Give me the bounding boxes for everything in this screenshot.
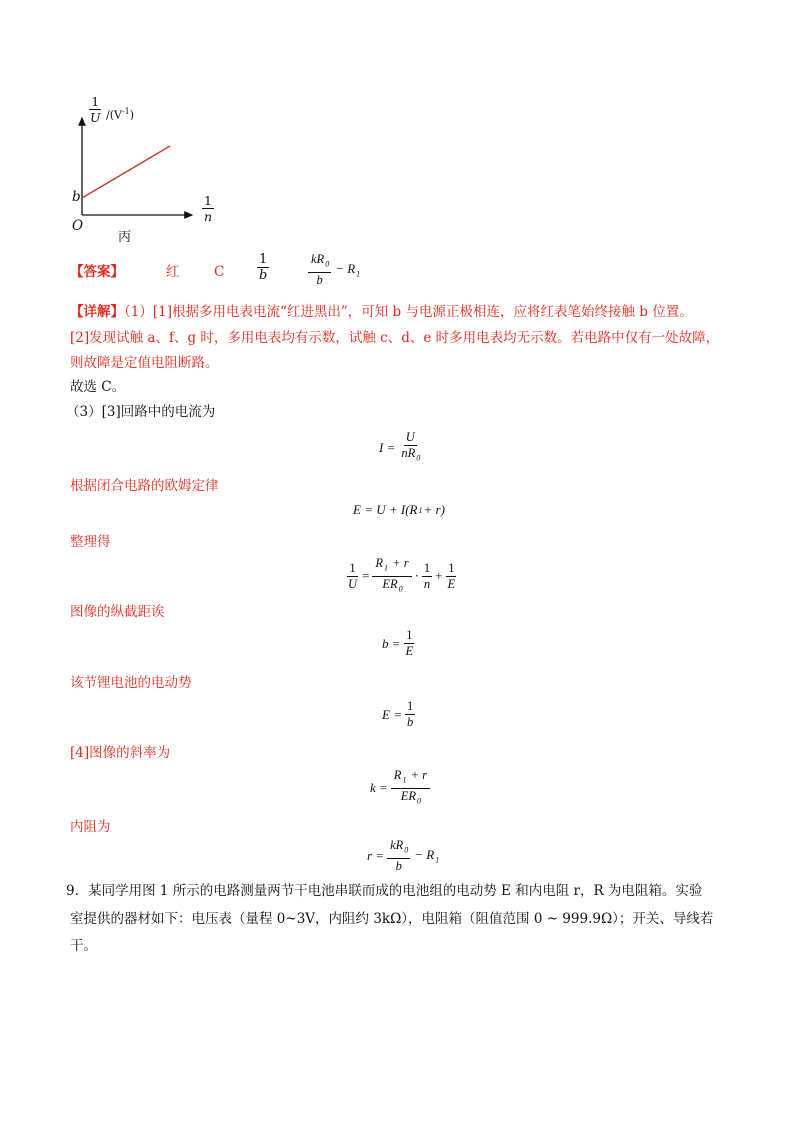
answer-4: $\frac{kR_0}{b}$ − $R_1$ <box>306 252 361 288</box>
answer-2: C <box>214 264 225 280</box>
problem-9-line-2: 室提供的器材如下：电压表（量程 0~3V，内阻约 3kΩ），电阻箱（阻值范围 0 ~ 999.9Ω）；开关、导线若 <box>70 911 714 927</box>
y-axis-unit: $/(V^{-1})$ <box>106 107 135 122</box>
detail-line-4: 故选 C。 <box>70 379 126 395</box>
equation-intercept: b = $\frac{1}{E}$ <box>382 628 414 658</box>
data-line <box>82 146 170 198</box>
detail-line-7: 整理得 <box>70 534 111 550</box>
detail-line-2: [2]发现试触 a、f、g 时，多用电表均有示数，试触 c、d、e 时多用电表均无示数。若电路中仅有一处故障， <box>70 330 720 346</box>
equation-resistance: r = $\frac{kR_0}{b}$ − $R_1$ <box>367 838 440 873</box>
detail-line-1: 【详解】（1）[1]根据多用电表电流“红进黑出”，可知 b 与电源正极相连，应将红表笔始终接触 b 位置。 <box>70 304 693 320</box>
detail-line-5: （3）[3]回路中的电流为 <box>66 404 216 420</box>
y-axis-label: $\frac{1}{U}$ <box>90 94 101 125</box>
intercept-label: b <box>72 189 81 205</box>
answer-1: 红 <box>166 264 180 280</box>
equation-rearranged: $\frac{1}{U}$ = $\frac{R_1 + r}{ER_0}$ · $\frac{1}{n}$ + $\frac{1}{E}$ <box>348 556 456 593</box>
equation-ohm: E = U + I(R 1 + r) <box>353 502 445 517</box>
origin-label: O <box>72 218 84 234</box>
answer-3: $\frac{1}{b}$ <box>259 252 268 283</box>
detail-line-9: 该节锂电池的电动势 <box>70 675 192 691</box>
graph-caption: 丙 <box>118 230 132 245</box>
problem-9-line-3: 干。 <box>70 938 97 954</box>
problem-9-line-1: 9．某同学用图 1 所示的电路测量两节干电池串联而成的电池组的电动势 E 和内电阻 r，R 为电阻箱。实验 <box>66 883 703 899</box>
equation-current: I = $\frac{U}{nR_0}$ <box>379 430 421 463</box>
answer-label: 【答案】 <box>70 264 124 280</box>
equation-emf: E = $\frac{1}{b}$ <box>382 699 414 729</box>
detail-line-3: 则故障是定值电阻断路。 <box>70 355 219 371</box>
detail-line-10: [4]图像的斜率为 <box>70 745 171 761</box>
detail-line-8: 图像的纵截距诶 <box>70 604 165 620</box>
detail-line-6: 根据闭合电路的欧姆定律 <box>70 478 219 494</box>
x-axis-label: $\frac{1}{n}$ <box>204 193 213 224</box>
equation-slope: k = $\frac{R_1 + r}{ER_0}$ <box>369 768 432 808</box>
graph-figure <box>60 90 230 250</box>
detail-line-11: 内阻为 <box>70 819 111 835</box>
graph-svg <box>60 90 230 250</box>
